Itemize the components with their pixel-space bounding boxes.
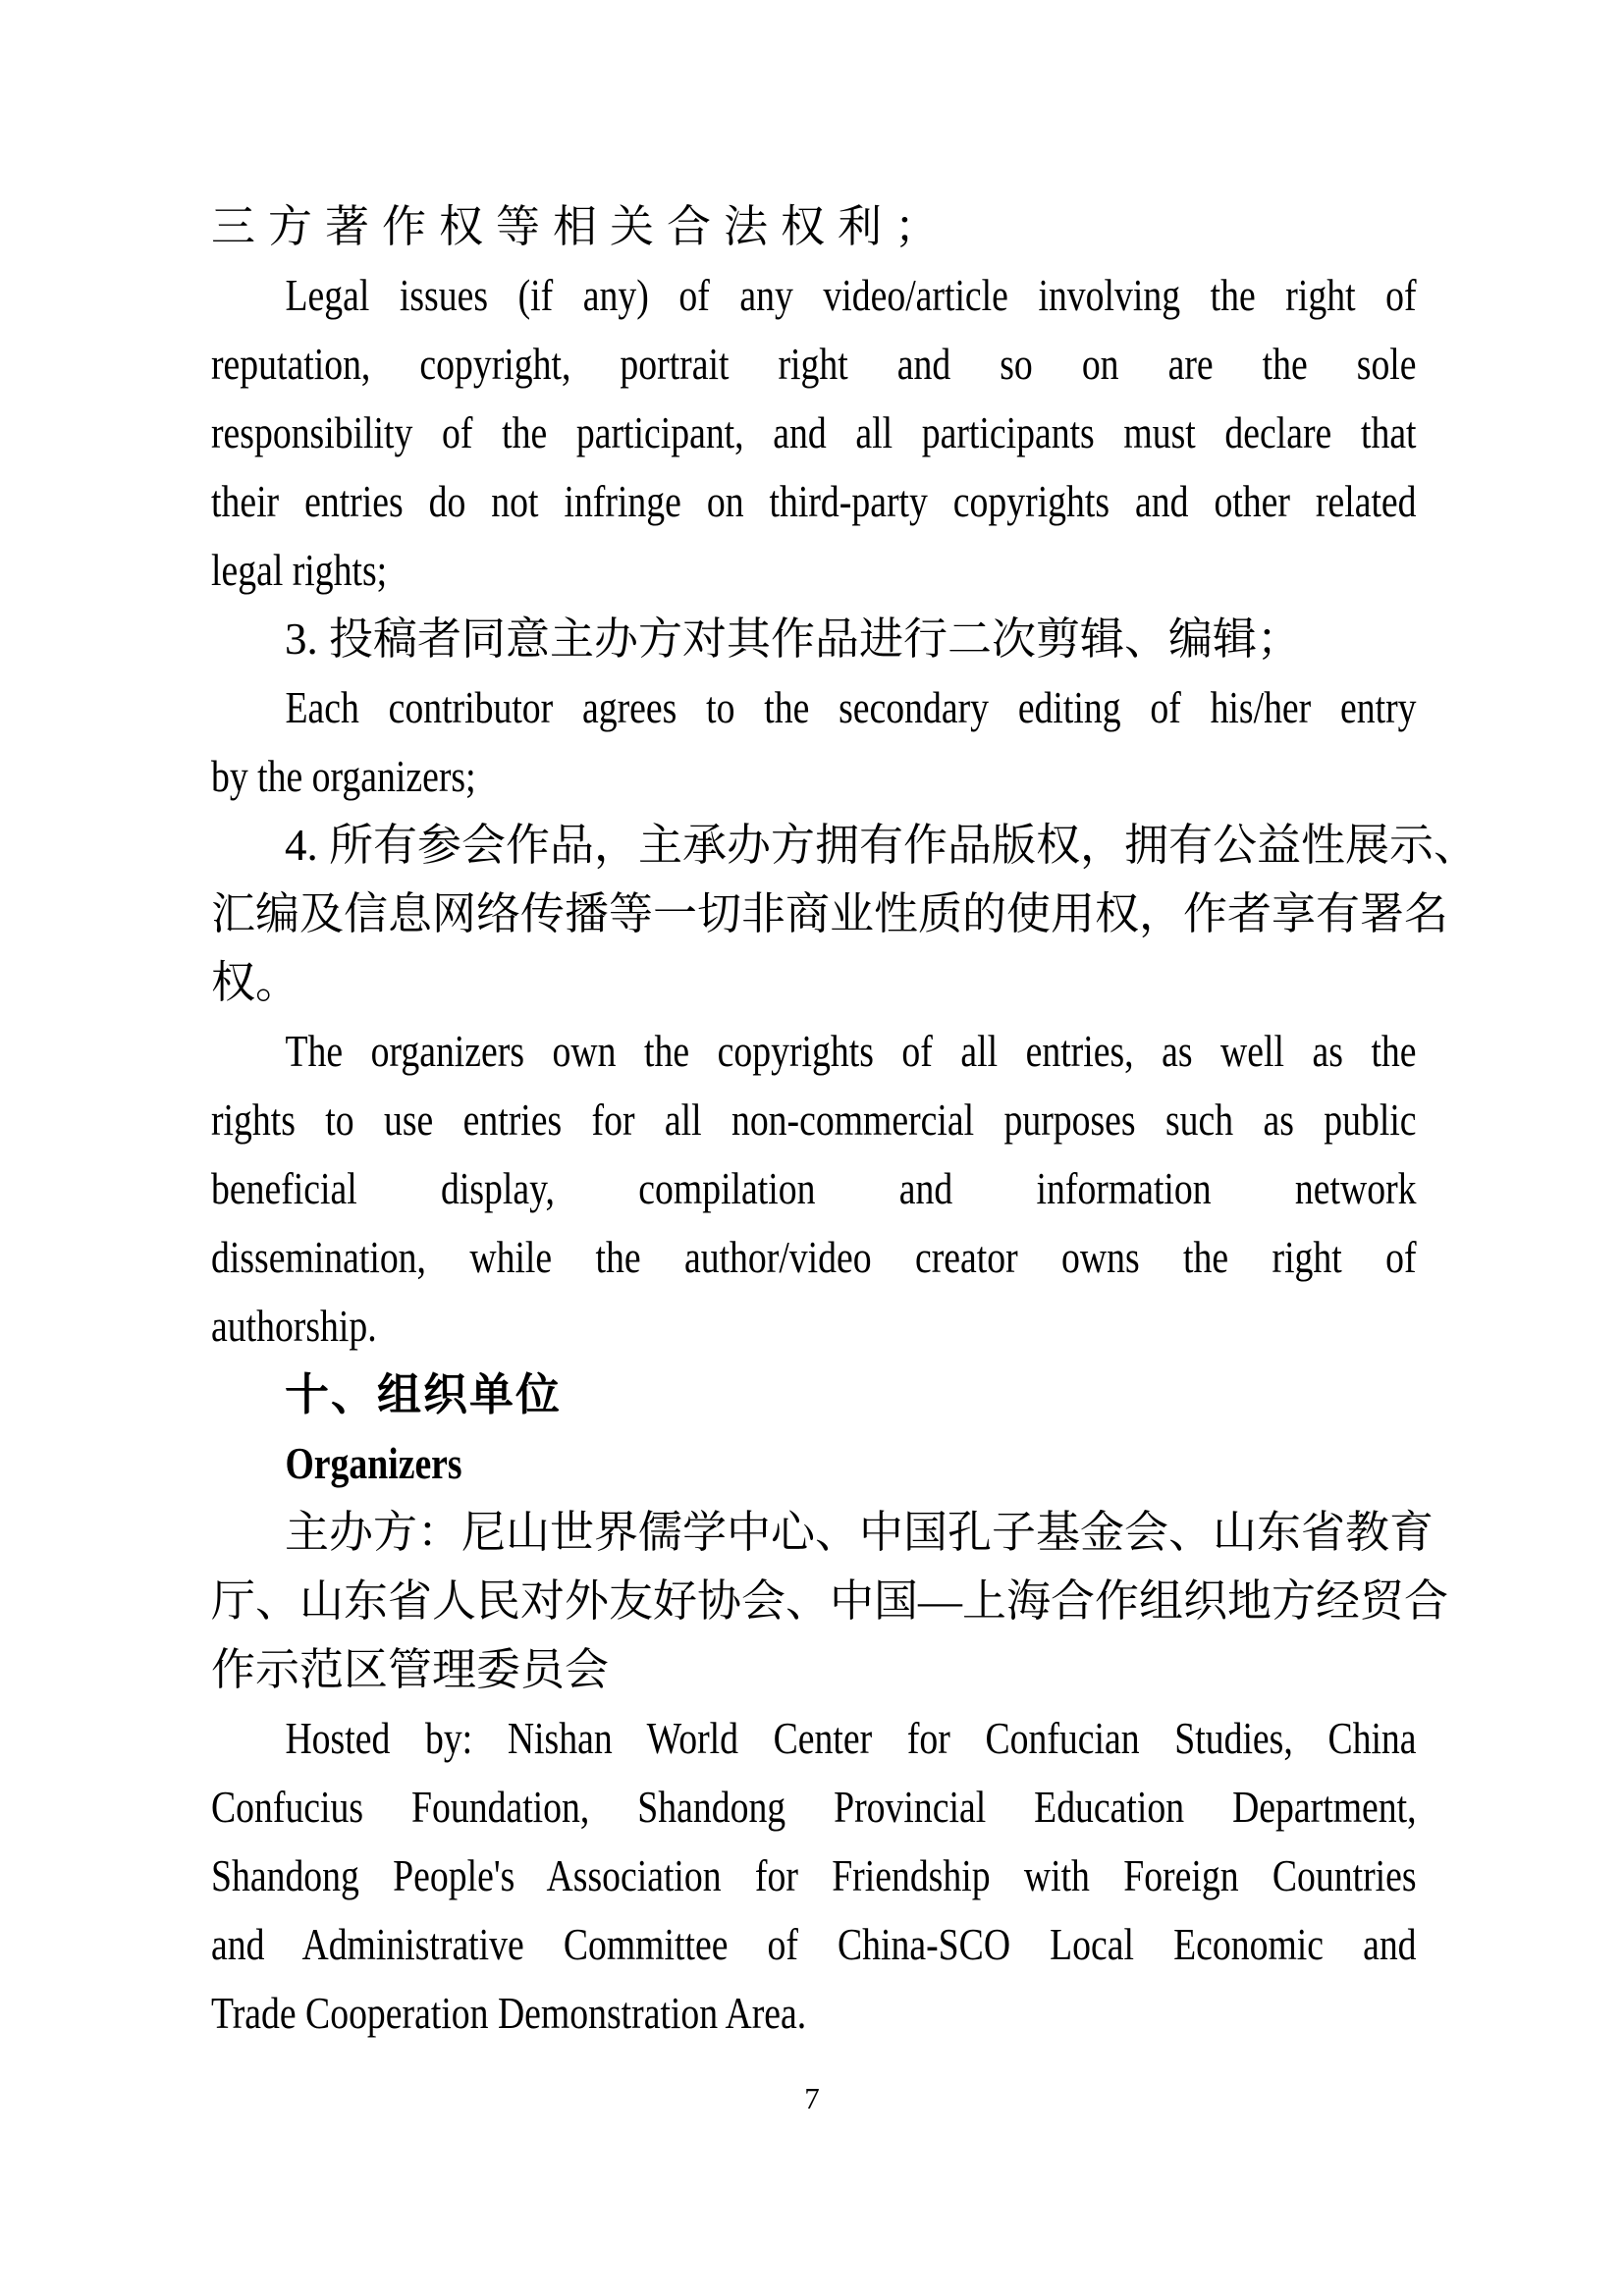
text-line: their entries do not infringe on third-party copyrights and other related [211,476,1417,526]
text-line: Trade Cooperation Demonstration Area. [211,1988,807,2038]
text-line: legal rights; [211,545,388,595]
text-line: Confucius Foundation, Shandong Provincial Education Department, [211,1782,1417,1832]
text-line: rights to use entries for all non-commercial purposes such as public [211,1095,1417,1145]
page-number: 7 [804,2081,820,2115]
text-line: 作示范区管理委员会 [211,1645,610,1694]
text-line: Legal issues (if any) of any video/article involving the right of [285,270,1417,320]
text-line: and Administrative Committee of China-SCO Local Economic and [211,1919,1417,1969]
text-line: beneficial display, compilation and information network [211,1163,1417,1213]
text-line: 厅、山东省人民对外友好协会、中国—上海合作组织地方经贸合 [211,1576,1449,1626]
section-heading-en: Organizers [285,1438,462,1488]
text-line: by the organizers; [211,751,476,801]
text-line: 权。 [211,958,300,1007]
text-line: 4. 所有参会作品，主承办方拥有作品版权，拥有公益性展示、 [285,821,1479,870]
text-line: The organizers own the copyrights of all entries, as well as the [285,1026,1417,1076]
text-line: authorship. [211,1301,377,1351]
text-line: 3. 投稿者同意主办方对其作品进行二次剪辑、编辑； [285,614,1302,664]
text-line: responsibility of the participant, and all participants must declare that [211,407,1417,457]
text-line: Shandong People's Association for Friendship with Foreign Countries [211,1850,1417,1900]
document-body [211,192,1479,2048]
section-heading-zh: 十、组织单位 [285,1369,563,1419]
page-footer [0,2077,1624,2120]
text-line: reputation, copyright, portrait right and so on are the sole [211,339,1417,389]
text-line: dissemination, while the author/video creator owns the right of [211,1232,1417,1282]
text-line: 汇编及信息网络传播等一切非商业性质的使用权，作者享有署名 [211,889,1449,938]
text-line: 主办方：尼山世界儒学中心、中国孔子基金会、山东省教育 [285,1508,1435,1557]
text-line: Hosted by: Nishan World Center for Confucian Studies, China [285,1713,1417,1763]
text-line: 三方著作权等相关合法权利； [211,202,952,251]
text-line: Each contributor agrees to the secondary editing of his/her entry [285,682,1417,732]
